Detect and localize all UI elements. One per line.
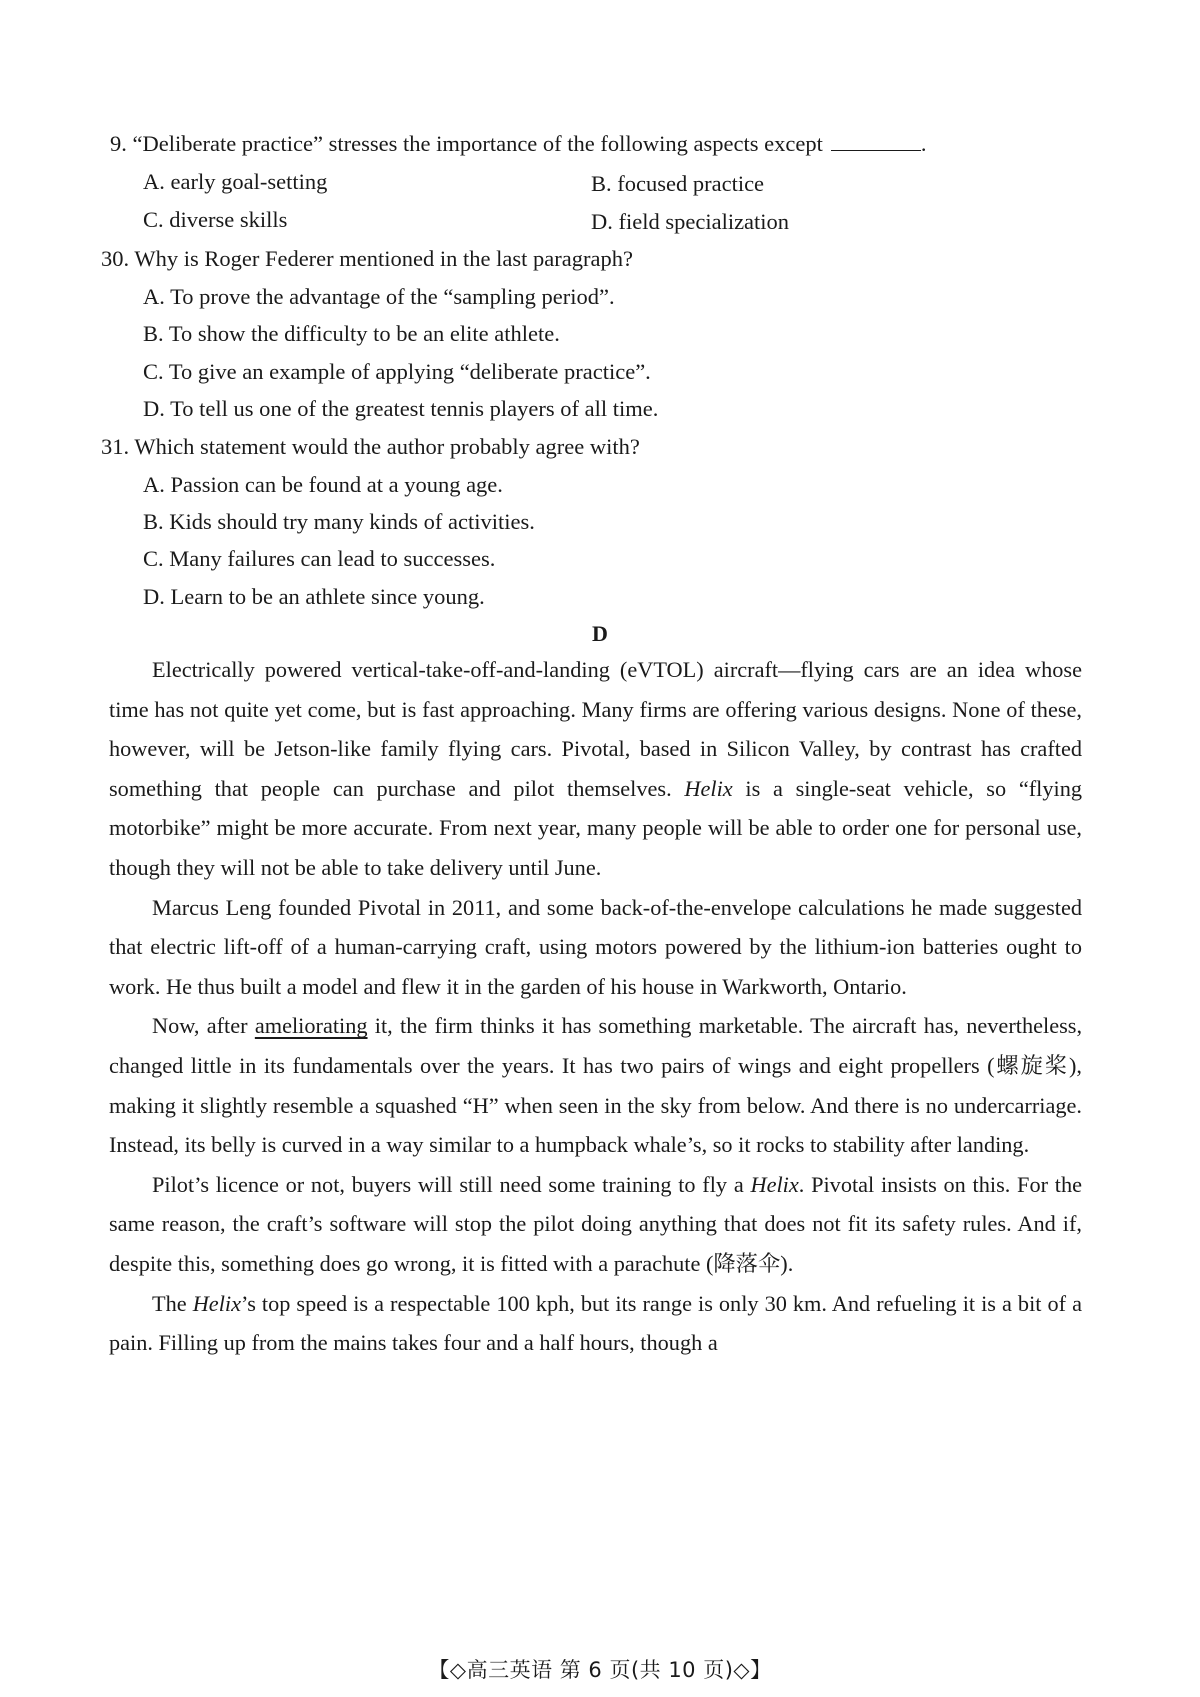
question-31-stem: 31. Which statement would the author probably agree with? bbox=[101, 434, 640, 459]
passage-paragraph-3 bbox=[109, 1006, 1082, 1164]
vehicle-name: Helix bbox=[192, 1290, 241, 1316]
question-30-option-d: D. To tell us one of the greatest tennis players of all time. bbox=[143, 396, 659, 421]
vehicle-name: Helix bbox=[684, 775, 733, 801]
paragraph-text: . Pivotal insists on this. For the same reason, the craft’s software will stop the pilot doing anything that does not fit its safety rules. And if, despite this, something does go wrong, it is fitted with a parachute (降落伞). bbox=[109, 1171, 1083, 1276]
question-9-stem bbox=[110, 131, 926, 157]
paragraph-text: ’s top speed is a respectable 100 kph, but its range is only 30 km. And refueling it is a bit of a pain. Filling up from the mains takes four and a half hours, though a bbox=[109, 1290, 1082, 1356]
question-31-option-d: D. Learn to be an athlete since young. bbox=[143, 584, 485, 609]
question-9-option-a: A. early goal-setting bbox=[143, 169, 328, 194]
reading-passage bbox=[109, 650, 1082, 1363]
passage-paragraph-4 bbox=[109, 1165, 1082, 1284]
vehicle-name: Helix bbox=[750, 1171, 799, 1197]
passage-paragraph-5 bbox=[109, 1284, 1082, 1363]
question-31-option-b: B. Kids should try many kinds of activities. bbox=[143, 509, 535, 534]
paragraph-text: Electrically powered vertical-take-off-and-landing (eVTOL) aircraft—flying cars are an idea whose time has not quite yet come, but is fast approaching. Many firms are offering various designs. None of these, however, will be Jetson-like family flying cars. Pivotal, based in Silicon Valley, by contrast has crafted something that people can purchase and pilot themselves. bbox=[109, 657, 1082, 801]
question-9-option-d: D. field specialization bbox=[591, 209, 790, 234]
question-9-option-b: B. focused practice bbox=[591, 171, 765, 196]
question-9-stem-end: . bbox=[920, 131, 927, 156]
passage-paragraph-2: Marcus Leng founded Pivotal in 2011, and some back-of-the-envelope calculations he made suggested that electric lift-off of a human-carrying craft, using motors powered by the lithium-ion batteries ought to work. He thus built a model and flew it in the garden of his house in Warkworth, Ontario. bbox=[109, 894, 1082, 999]
paragraph-text: The bbox=[152, 1290, 187, 1316]
answer-blank bbox=[831, 136, 921, 151]
paragraph-text: it, the firm thinks it has something marketable. The aircraft has, nevertheless, changed little in its fundamentals over the years. It has two pairs of wings and eight propellers (螺旋桨), making it slightly resemble a squashed “H” when seen in the sky from below. And there is no undercarriage. Instead, its belly is curved in a way similar to a humpback whale’s, so it rocks to stability after landing. bbox=[109, 1013, 1083, 1158]
question-31-option-a: A. Passion can be found at a young age. bbox=[143, 472, 503, 497]
paragraph-text: is a single-seat vehicle, so “flying motorbike” might be more accurate. From next year, many people will be able to order one for personal use, though they will not be able to take delivery until June. bbox=[109, 775, 1083, 880]
paragraph-text: Now, after bbox=[152, 1013, 248, 1039]
question-30-stem: 30. Why is Roger Federer mentioned in the last paragraph? bbox=[101, 246, 633, 271]
question-31-option-c: C. Many failures can lead to successes. bbox=[143, 546, 496, 571]
section-heading: D bbox=[592, 621, 608, 646]
underlined-word: ameliorating bbox=[254, 1013, 368, 1039]
paragraph-text: Pilot’s licence or not, buyers will still need some training to fly a bbox=[152, 1171, 744, 1197]
question-30-option-b: B. To show the difficulty to be an elite athlete. bbox=[143, 321, 560, 346]
question-9-option-c: C. diverse skills bbox=[143, 207, 288, 232]
question-9-text: 9. “Deliberate practice” stresses the importance of the following aspects except bbox=[110, 131, 823, 156]
page-footer: 【◇高三英语 第 6 页(共 10 页)◇】 bbox=[428, 1658, 772, 1682]
question-30-option-c: C. To give an example of applying “deliberate practice”. bbox=[143, 359, 651, 384]
passage-paragraph-1 bbox=[109, 650, 1082, 888]
question-30-option-a: A. To prove the advantage of the “sampling period”. bbox=[143, 284, 615, 309]
